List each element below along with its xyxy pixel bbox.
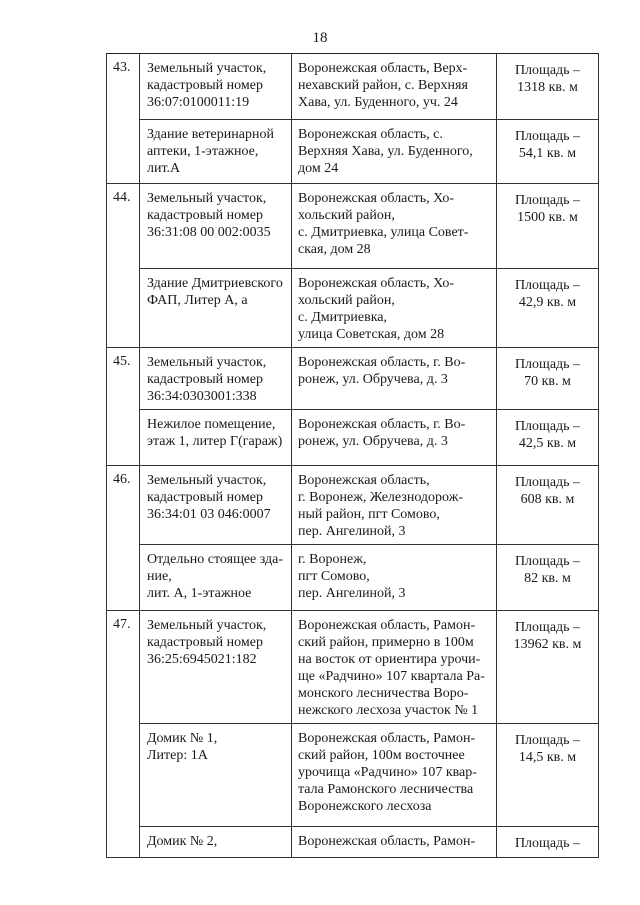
object-area-cell xyxy=(497,466,599,545)
item-number-cell xyxy=(107,348,140,466)
table-row xyxy=(107,724,599,827)
object-description: Отдельно стоящее зда- ние, лит. А, 1-этажное xyxy=(147,552,284,601)
item-number: 46. xyxy=(113,472,131,487)
object-area-cell xyxy=(497,545,599,611)
object-area-cell xyxy=(497,184,599,269)
object-area-cell xyxy=(497,120,599,184)
object-description: Домик № 1, Литер: 1А xyxy=(147,731,218,763)
table-row xyxy=(107,348,599,410)
object-area: Площадь – xyxy=(514,836,581,851)
object-area: Площадь – 608 кв. м xyxy=(514,475,581,507)
item-number-cell xyxy=(107,611,140,858)
object-description: Земельный участок, кадастровый номер 36:31:08 00 002:0035 xyxy=(147,191,271,240)
object-description-cell xyxy=(140,724,292,827)
item-number-cell xyxy=(107,466,140,611)
object-area-cell xyxy=(497,611,599,724)
object-area-cell xyxy=(497,269,599,348)
object-address-cell xyxy=(292,611,497,724)
object-area: Площадь – 42,5 кв. м xyxy=(514,419,581,451)
property-table-body xyxy=(107,54,599,858)
object-description-cell xyxy=(140,466,292,545)
object-address-cell xyxy=(292,545,497,611)
object-description: Здание ветеринарной аптеки, 1-этажное, лит.А xyxy=(147,127,274,176)
object-address-cell xyxy=(292,54,497,120)
page-number: 18 xyxy=(312,30,328,46)
object-address-cell xyxy=(292,410,497,466)
object-address: Воронежская область, Верх- нехавский район, с. Верхняя Хава, ул. Буденного, уч. 24 xyxy=(298,61,468,110)
item-number: 43. xyxy=(113,60,131,75)
object-area-cell xyxy=(497,410,599,466)
table-row xyxy=(107,827,599,858)
object-description-cell xyxy=(140,269,292,348)
object-address-cell xyxy=(292,348,497,410)
object-address-cell xyxy=(292,827,497,858)
object-description-cell xyxy=(140,348,292,410)
object-description: Земельный участок, кадастровый номер 36:34:01 03 046:0007 xyxy=(147,473,271,522)
object-area: Площадь – 82 кв. м xyxy=(514,554,581,586)
object-address: Воронежская область, Рамон- xyxy=(298,834,476,849)
object-area: Площадь – 1318 кв. м xyxy=(514,63,581,95)
object-description: Земельный участок, кадастровый номер 36:25:6945021:182 xyxy=(147,618,267,667)
object-area: Площадь – 14,5 кв. м xyxy=(514,733,581,765)
object-address: Воронежская область, Рамон- ский район, примерно в 100м на восток от ориентира урочи- ще «Радчино» 107 квартала Ра- монского лесничества Воро- нежского лесхоза участок № 1 xyxy=(298,618,485,718)
object-address-cell xyxy=(292,120,497,184)
object-address: г. Воронеж, пгт Сомово, пер. Ангелиной, 3 xyxy=(298,552,406,601)
object-address: Воронежская область, г. Воронеж, Железнодорож- ный район, пгт Сомово, пер. Ангелиной, 3 xyxy=(298,473,464,539)
object-area: Площадь – 13962 кв. м xyxy=(513,620,582,652)
object-description-cell xyxy=(140,184,292,269)
object-address-cell xyxy=(292,269,497,348)
object-area: Площадь – 42,9 кв. м xyxy=(514,278,581,310)
object-description-cell xyxy=(140,611,292,724)
table-row xyxy=(107,611,599,724)
object-address-cell xyxy=(292,466,497,545)
object-description-cell xyxy=(140,545,292,611)
object-address: Воронежская область, Хо- хольский район, с. Дмитриевка, улица Советская, дом 28 xyxy=(298,276,455,342)
object-address: Воронежская область, г. Во- ронеж, ул. Обручева, д. 3 xyxy=(298,417,466,449)
object-description-cell xyxy=(140,410,292,466)
item-number: 44. xyxy=(113,190,131,205)
table-row xyxy=(107,54,599,120)
object-address: Воронежская область, с. Верхняя Хава, ул. Буденного, дом 24 xyxy=(298,127,473,176)
object-description-cell xyxy=(140,120,292,184)
object-area: Площадь – 1500 кв. м xyxy=(514,193,581,225)
object-area-cell xyxy=(497,827,599,858)
object-description: Здание Дмитриевского ФАП, Литер А, а xyxy=(147,276,283,308)
object-area: Площадь – 54,1 кв. м xyxy=(514,129,581,161)
property-table xyxy=(106,53,599,858)
item-number-cell xyxy=(107,184,140,348)
table-row xyxy=(107,466,599,545)
item-number-cell xyxy=(107,54,140,184)
object-description-cell xyxy=(140,54,292,120)
table-row xyxy=(107,120,599,184)
table-row xyxy=(107,269,599,348)
object-description: Земельный участок, кадастровый номер 36:07:0100011:19 xyxy=(147,61,267,110)
object-area: Площадь – 70 кв. м xyxy=(514,357,581,389)
object-description-cell xyxy=(140,827,292,858)
object-address: Воронежская область, Рамон- ский район, 100м восточнее урочища «Радчино» 107 квар- тала Рамонского лесничества Воронежского лесхоза xyxy=(298,731,477,814)
object-address-cell xyxy=(292,724,497,827)
table-row xyxy=(107,410,599,466)
object-area-cell xyxy=(497,348,599,410)
table-row xyxy=(107,184,599,269)
object-address: Воронежская область, Хо- хольский район, с. Дмитриевка, улица Совет- ская, дом 28 xyxy=(298,191,469,257)
object-address-cell xyxy=(292,184,497,269)
object-description: Нежилое помещение, этаж 1, литер Г(гараж) xyxy=(147,417,283,449)
item-number: 45. xyxy=(113,354,131,369)
object-description: Земельный участок, кадастровый номер 36:34:0303001:338 xyxy=(147,355,267,404)
object-address: Воронежская область, г. Во- ронеж, ул. Обручева, д. 3 xyxy=(298,355,466,387)
item-number: 47. xyxy=(113,617,131,632)
table-row xyxy=(107,545,599,611)
object-area-cell xyxy=(497,724,599,827)
object-area-cell xyxy=(497,54,599,120)
object-description: Домик № 2, xyxy=(147,834,218,849)
